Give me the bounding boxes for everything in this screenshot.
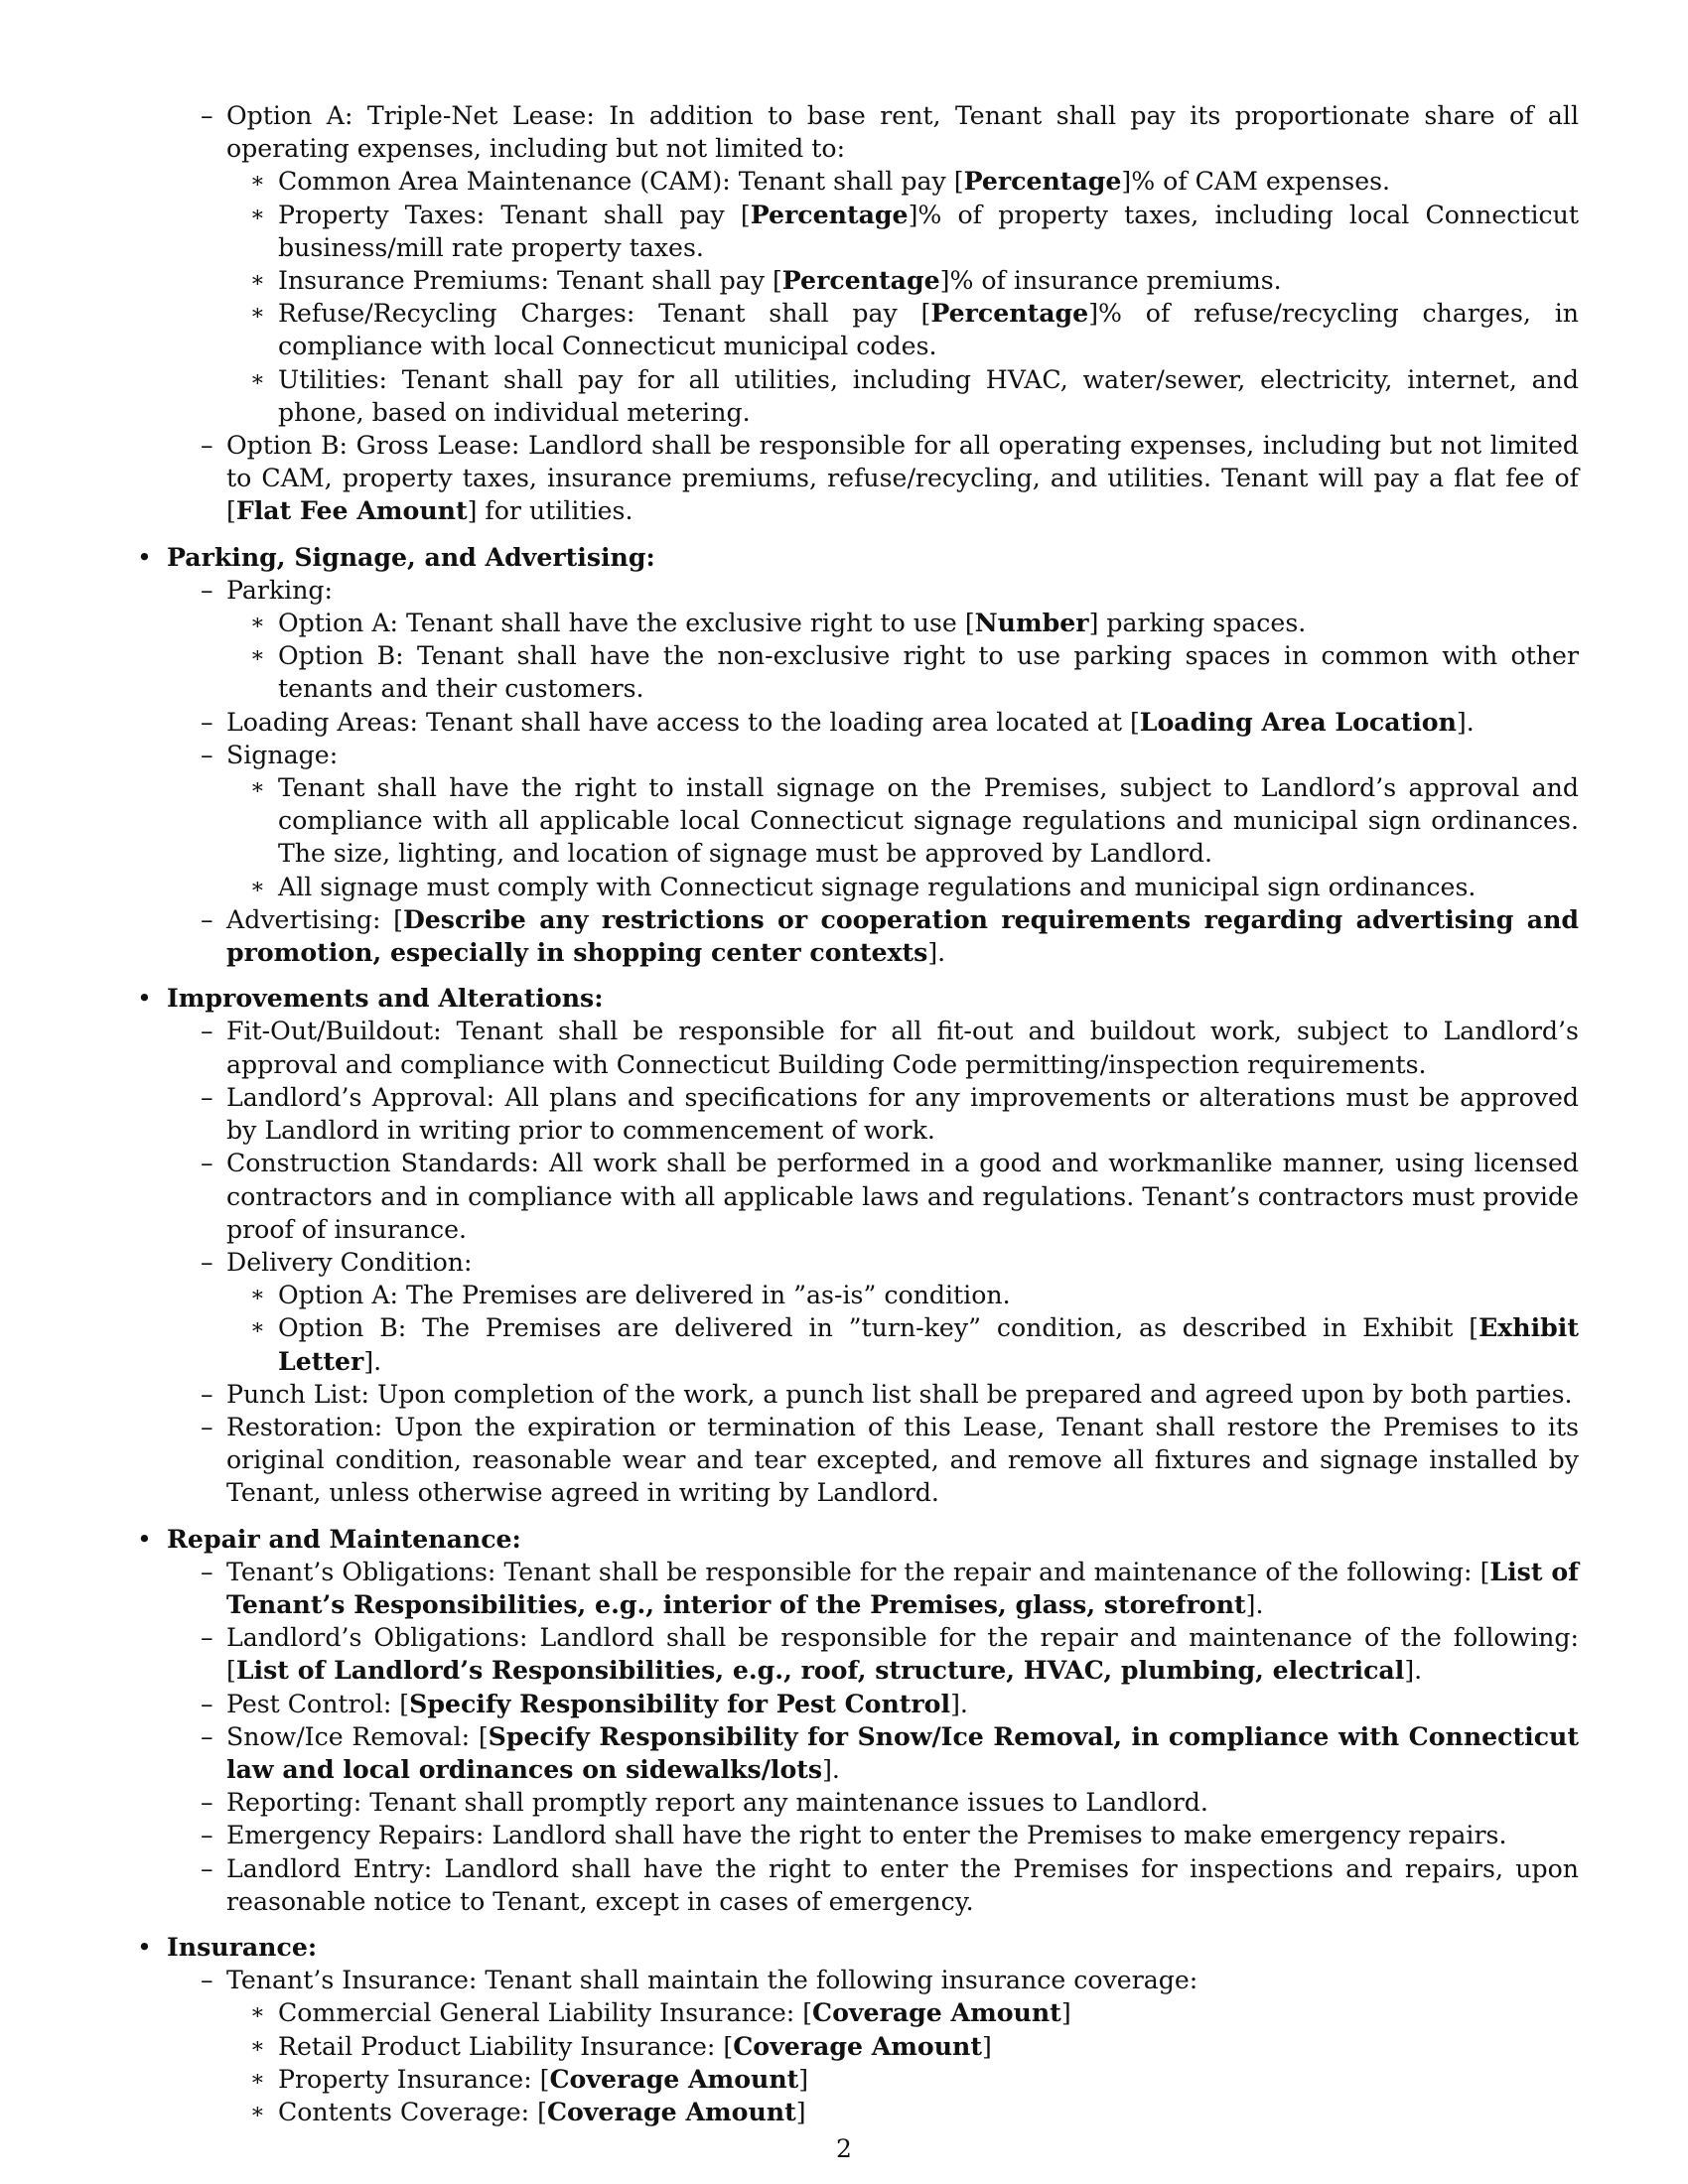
list-marker: –	[201, 1412, 213, 1441]
text-run: Punch List: Upon completion of the work, a punch list shall be prepared and agreed upon by both parties.	[226, 1379, 1573, 1409]
list-marker: –	[201, 101, 213, 130]
item-text	[226, 1688, 1579, 1720]
item-text	[226, 429, 1579, 528]
list-marker: ∗	[250, 2000, 265, 2026]
section-heading-text: Repair and Maintenance:	[167, 1523, 521, 1554]
placeholder-field: Percentage	[963, 166, 1122, 197]
item-text	[226, 1720, 1579, 1786]
list-item	[129, 1556, 1579, 1621]
list-item	[129, 429, 1579, 528]
text-run: Option A: Triple-Net Lease: In addition to base rent, Tenant shall pay its proportionate share of all operating expenses, including but not limited to:	[226, 101, 1579, 164]
list-item	[129, 1819, 1579, 1851]
item-text	[226, 1378, 1579, 1411]
placeholder-field: Number	[974, 608, 1089, 638]
text-run: Insurance Premiums: Tenant shall pay [	[278, 266, 782, 296]
sub-list-item	[129, 1279, 1579, 1311]
list-marker: ∗	[250, 611, 265, 636]
text-run: Tenant’s Insurance: Tenant shall maintain the following insurance coverage:	[226, 1966, 1198, 1995]
text-run: ]% of insurance premiums.	[939, 266, 1282, 296]
placeholder-field: List of Tenant’s Responsibilities, e.g., interior of the Premises, glass, storefront	[226, 1556, 1579, 1619]
item-text	[226, 1556, 1579, 1621]
list-marker: –	[201, 1689, 213, 1718]
text-run: Construction Standards: All work shall be performed in a good and workmanlike manner, using licensed contractors and in compliance with all applicable laws and regulations. Tenant’s contractors must provide proof of insurance.	[226, 1149, 1579, 1244]
item-text	[278, 264, 1579, 297]
placeholder-field: Coverage Amount	[812, 1997, 1061, 2028]
list-marker: ∗	[250, 1283, 265, 1308]
text-run: Landlord Entry: Landlord shall have the right to enter the Premises for inspections and repairs, upon reasonable notice to Tenant, except in cases of emergency.	[226, 1853, 1579, 1916]
section-list	[129, 1964, 1579, 2128]
list-marker: –	[201, 1557, 213, 1586]
text-run: Pest Control: [	[226, 1689, 410, 1718]
section-heading	[129, 1523, 1579, 1556]
item-text	[278, 297, 1579, 362]
sub-list-item	[129, 871, 1579, 903]
list-item	[129, 1246, 1579, 1279]
section-list	[129, 99, 1579, 528]
item-text	[278, 199, 1579, 264]
item-text	[226, 1852, 1579, 1918]
list-marker: –	[201, 707, 213, 737]
list-item	[129, 706, 1579, 739]
text-run: ].	[822, 1754, 840, 1784]
list-marker: ∗	[250, 2099, 265, 2124]
sub-list-item	[129, 1311, 1579, 1377]
text-run: Signage:	[226, 740, 339, 769]
placeholder-field: Specify Responsibility for Snow/Ice Removal, in compliance with Connecticut law and local ordinances on sidewalks/lots	[226, 1720, 1579, 1784]
list-item	[129, 739, 1579, 771]
text-run: Option B: Tenant shall have the non-exclusive right to use parking spaces in common with other tenants and their customers.	[278, 641, 1579, 704]
list-marker: ∗	[250, 1315, 265, 1341]
sub-list-item	[129, 264, 1579, 297]
text-run: ]	[982, 2031, 992, 2061]
bullet-marker: •	[137, 1932, 152, 1962]
list-marker: –	[201, 904, 213, 934]
item-text	[278, 2063, 1579, 2096]
list-marker: ∗	[250, 268, 265, 294]
text-run: ]% of property taxes, including local Connecticut business/mill rate property taxes.	[278, 200, 1579, 262]
text-run: Common Area Maintenance (CAM): Tenant shall pay	[278, 167, 954, 197]
sub-list-item	[129, 165, 1579, 198]
sub-list-item	[129, 771, 1579, 871]
sub-list-item	[129, 363, 1579, 429]
text-run: Emergency Repairs: Landlord shall have the right to enter the Premises to make emergency repairs.	[226, 1821, 1507, 1850]
text-run: Snow/Ice Removal: [	[226, 1721, 489, 1751]
text-run: ].	[927, 938, 946, 968]
item-text	[278, 363, 1579, 429]
list-marker: ∗	[250, 169, 265, 195]
text-run: ] parking spaces.	[1088, 609, 1307, 638]
sub-list-item	[129, 1996, 1579, 2029]
item-text	[278, 639, 1579, 705]
text-run: All signage must comply with Connecticut signage regulations and municipal sign ordinances.	[278, 872, 1477, 901]
list-marker: ∗	[250, 643, 265, 669]
list-item	[129, 1621, 1579, 1687]
item-text	[226, 1411, 1579, 1510]
text-run: ]% of CAM expenses.	[1121, 167, 1391, 197]
sub-list-item	[129, 199, 1579, 264]
list-item	[129, 574, 1579, 607]
text-run: Parking:	[226, 575, 334, 605]
text-run: ] for utilities.	[467, 496, 633, 526]
text-run: Advertising: [	[226, 904, 403, 934]
text-run: Option A: The Premises are delivered in ”as-is” condition.	[278, 1281, 1011, 1310]
text-run: Refuse/Recycling Charges: Tenant shall pay [	[278, 299, 931, 329]
text-run: [	[953, 167, 964, 197]
section-heading	[129, 982, 1579, 1015]
text-run: ].	[1456, 707, 1475, 737]
page-number: 2	[836, 2134, 852, 2163]
item-text	[226, 1015, 1579, 1080]
section-heading-text: Insurance:	[167, 1931, 318, 1962]
section-list	[129, 574, 1579, 969]
placeholder-field: List of Landlord’s Responsibilities, e.g., roof, structure, HVAC, plumbing, electrical	[235, 1655, 1405, 1686]
text-run: ].	[950, 1689, 968, 1718]
sub-list-item	[129, 2030, 1579, 2063]
list-marker: –	[201, 1247, 213, 1277]
list-marker: ∗	[250, 2033, 265, 2059]
list-item	[129, 1081, 1579, 1147]
item-text	[226, 1964, 1579, 1996]
item-text	[278, 2030, 1579, 2063]
item-text	[278, 2096, 1579, 2128]
list-marker: –	[201, 575, 213, 605]
text-run: Option B: Gross Lease: Landlord shall be responsible for all operating expenses, including but not limited to CAM, property taxes, insurance premiums, refuse/recycling, and utilities. Tenant will pay a flat fee of [	[226, 431, 1579, 526]
document-page	[129, 99, 1579, 2128]
list-item	[129, 1964, 1579, 1996]
bullet-marker: •	[137, 1524, 152, 1554]
item-text	[226, 1786, 1579, 1819]
placeholder-field: Specify Responsibility for Pest Control	[409, 1688, 951, 1718]
text-run: Fit-Out/Buildout: Tenant shall be responsible for all fit-out and buildout work, subject to Landlord’s approval and compliance with Connecticut Building Code permitting/inspection requirements.	[226, 1017, 1579, 1079]
list-item	[129, 903, 1579, 969]
text-run: Option B: The Premises are delivered in ”turn-key” condition, as described in Exhibit [	[278, 1313, 1479, 1343]
list-marker: –	[201, 1966, 213, 1995]
text-run: Utilities: Tenant shall pay for all utilities, including HVAC, water/sewer, electricity, internet, and phone, based on individual metering.	[278, 364, 1579, 427]
placeholder-field: Describe any restrictions or cooperation requirements regarding advertising and promotion, especially in shopping center contexts	[226, 903, 1580, 968]
text-run: ]	[798, 2064, 809, 2094]
placeholder-field: Loading Area Location	[1139, 706, 1457, 737]
item-text	[226, 739, 1579, 771]
list-item	[129, 1015, 1579, 1080]
placeholder-field: Coverage Amount	[733, 2030, 982, 2061]
list-marker: –	[201, 740, 213, 769]
list-marker: –	[201, 1017, 213, 1046]
item-text	[226, 706, 1579, 739]
bullet-marker: •	[137, 984, 152, 1014]
placeholder-field: Flat Fee Amount	[235, 495, 468, 526]
section-heading-text: Parking, Signage, and Advertising:	[167, 541, 655, 572]
text-run: Property Insurance: [	[278, 2064, 550, 2094]
list-marker: ∗	[250, 2066, 265, 2092]
text-run: Delivery Condition:	[226, 1247, 473, 1277]
item-text	[278, 1279, 1579, 1311]
text-run: Landlord’s Obligations: Landlord shall be responsible for the repair and maintenance of the following: [	[226, 1623, 1579, 1686]
section-list	[129, 1015, 1579, 1509]
list-marker: ∗	[250, 775, 265, 801]
list-marker: –	[201, 1821, 213, 1850]
item-text	[226, 1081, 1579, 1147]
section-list	[129, 1556, 1579, 1918]
list-item	[129, 1720, 1579, 1786]
text-run: Contents Coverage: [	[278, 2097, 547, 2126]
item-text	[278, 607, 1579, 639]
list-marker: ∗	[250, 366, 265, 392]
list-item	[129, 1411, 1579, 1510]
list-marker: ∗	[250, 874, 265, 899]
text-run: ]% of refuse/recycling charges, in compliance with local Connecticut municipal codes.	[278, 299, 1579, 361]
list-marker: ∗	[250, 202, 265, 227]
text-run: Commercial General Liability Insurance: [	[278, 1998, 813, 2028]
text-run: ]	[795, 2097, 806, 2126]
placeholder-field: Percentage	[930, 298, 1089, 329]
bullet-marker: •	[137, 542, 152, 572]
section-heading	[129, 1931, 1579, 1964]
text-run: Tenant shall have the right to install signage on the Premises, subject to Landlord’s approval and compliance with all applicable local Connecticut signage regulations and municipal sign ordinances. The size, lighting, and location of signage must be approved by Landlord.	[278, 773, 1579, 869]
list-item	[129, 99, 1579, 165]
text-run: Retail Product Liability Insurance: [	[278, 2031, 734, 2061]
list-marker: –	[201, 1379, 213, 1409]
list-marker: –	[201, 1149, 213, 1178]
item-text	[226, 1246, 1579, 1279]
list-item	[129, 1786, 1579, 1819]
list-item	[129, 1688, 1579, 1720]
list-marker: –	[201, 1721, 213, 1751]
sub-list-item	[129, 2096, 1579, 2128]
text-run: ]	[1060, 1998, 1071, 2028]
list-item	[129, 1852, 1579, 1918]
item-text	[226, 574, 1579, 607]
item-text	[278, 165, 1579, 198]
item-text	[226, 1621, 1579, 1687]
item-text	[226, 903, 1579, 969]
sub-list-item	[129, 607, 1579, 639]
item-text	[226, 1147, 1579, 1246]
text-run: ].	[1404, 1656, 1423, 1686]
placeholder-field: Coverage Amount	[549, 2063, 799, 2094]
sub-list-item	[129, 639, 1579, 705]
list-marker: –	[201, 431, 213, 461]
text-run: Option A: Tenant shall have the exclusive right to use [	[278, 609, 975, 638]
text-run: Loading Areas: Tenant shall have access to the loading area located at [	[226, 707, 1140, 737]
text-run: Property Taxes: Tenant shall pay [	[278, 200, 751, 229]
list-marker: –	[201, 1082, 213, 1112]
list-marker: ∗	[250, 301, 265, 327]
placeholder-field: Exhibit Letter	[278, 1312, 1579, 1376]
text-run: Landlord’s Approval: All plans and specifications for any improvements or alterations must be approved by Landlord in writing prior to commencement of work.	[226, 1082, 1579, 1146]
placeholder-field: Percentage	[781, 265, 940, 296]
list-item	[129, 1147, 1579, 1246]
text-run: Restoration: Upon the expiration or termination of this Lease, Tenant shall restore the Premises to its original condition, reasonable wear and tear excepted, and remove all fixtures and signage installed by Tenant, unless otherwise agreed in writing by Landlord.	[226, 1412, 1579, 1508]
item-text	[278, 1311, 1579, 1377]
text-run: ].	[363, 1346, 382, 1376]
item-text	[226, 99, 1579, 165]
placeholder-field: Percentage	[750, 199, 909, 229]
item-text	[278, 771, 1579, 871]
text-run: ].	[1245, 1589, 1264, 1619]
item-text	[278, 1996, 1579, 2029]
item-text	[226, 1819, 1579, 1851]
section-heading	[129, 541, 1579, 574]
list-marker: –	[201, 1623, 213, 1653]
list-marker: –	[201, 1788, 213, 1818]
text-run: Tenant’s Obligations: Tenant shall be responsible for the repair and maintenance of the following: [	[226, 1557, 1490, 1586]
sub-list-item	[129, 297, 1579, 362]
placeholder-field: Coverage Amount	[546, 2096, 796, 2126]
list-marker: –	[201, 1853, 213, 1883]
list-item	[129, 1378, 1579, 1411]
section-heading-text: Improvements and Alterations:	[167, 983, 604, 1014]
text-run: Reporting: Tenant shall promptly report any maintenance issues to Landlord.	[226, 1788, 1208, 1818]
sub-list-item	[129, 2063, 1579, 2096]
item-text	[278, 871, 1579, 903]
